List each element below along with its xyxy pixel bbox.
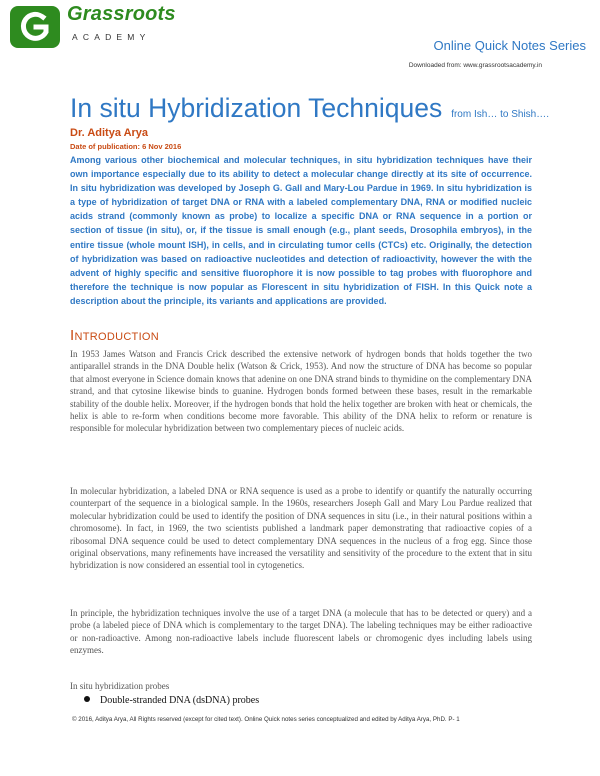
page-subtitle: from Ish… to Shish….: [451, 109, 550, 120]
list-item: [84, 695, 259, 706]
list-item-text: Double-stranded DNA (dsDNA) probes: [100, 695, 260, 706]
section-heading-introduction: Introduction: [70, 327, 160, 344]
abstract-paragraph: Among various other biochemical and molecular techniques, in situ hybridization techniques have their own importance especially due to its ability to detect a molecular change directly at its site of occurrence. In situ hybridization was developed by Joseph G. Gall and Mary-Lou Pardue in 1969. In situ hybridization is a type of hybridization of target DNA or RNA with a labeled complementary DNA, RNA or modified nucleic acids strand (commonly known as probe) to localize a specific DNA or RNA sequence in a portion or section of tissue (in situ), or, if the tissue is small enough (e.g., plant seeds, Drosophila embryos), in the entire tissue (whole mount ISH), in cells, and in circulating tumor cells (CTCs) etc. Originally, the detection of hybridization was based on radioactive nucleotides and detection of radioactivity, however the with the advent of highly specific and sensitive fluorophore it is now possible to tag probes with fluorophore and therefore the technique is now popular as Florescent in situ hybridization of FISH. In this Quick note a description about the principle, its variants and applications are provided.: [70, 155, 532, 306]
bullet-icon: [84, 696, 90, 702]
intro-paragraph-2: In molecular hybridization, a labeled DNA or RNA sequence is used as a probe to identify or quantify the naturally occurring counterpart of the sequence in a biological sample. In the 1960s, researchers Joseph Gall and Mary Lou Pardue realized that molecular hybridization could be used to identify the position of DNA sequences in situ (i.e., in their natural positions within a chromosome). In fact, in 1969, the two scientists published a landmark paper demonstrating that radioactive copies of a ribosomal DNA sequence could be used to detect complementary DNA sequences in the nucleus of a frog egg. Since those original observations, many refinements have increased the versatility and sensitivity of the procedure to the extent that in situ hybridization is now considered an essential tool in cytogenetics.: [70, 486, 532, 571]
brand-subtitle: ACADEMY: [72, 32, 151, 42]
probe-list: [84, 695, 259, 706]
brand-name: Grassroots: [67, 3, 176, 25]
grassroots-g-logo-icon: [10, 6, 60, 48]
probe-list-label: In situ hybridization probes: [70, 681, 170, 691]
page-footer: © 2016, Aditya Arya, All Rights reserved (except for cited text). Online Quick notes series conceptualized and edited by Aditya Arya, PhD. P- 1: [72, 716, 460, 723]
author-name: Dr. Aditya Arya: [70, 127, 149, 139]
intro-paragraph-3: In principle, the hybridization techniques involve the use of a target DNA (a molecule that has to be detected or query) and a probe (a labeled piece of DNA which is complementary to the target DNA). The labeling techniques may be either radioactive or non-radioactive. Among non-radioactive labels include fluorescent labels or chromogenic dyes including labels using enzymes.: [70, 608, 532, 656]
download-source: Downloaded from: www.grassrootsacademy.in: [408, 62, 542, 69]
intro-paragraph-1: In 1953 James Watson and Francis Crick described the extensive network of hydrogen bonds that holds together the two antiparallel strands in the DNA Double helix (Watson & Crick, 1953). And now the structure of DNA has become so popular that almost everyone in Science domain knows that adenine on one DNA strand binds to thymidine on the complementary DNA strand, and that cytosine likewise binds to guanine. Hydrogen bonds formed between these bases, result in the remarkable stability of the double helix. Moreover, if the hydrogen bonds that hold the helix together are broken with heat or chemicals, the helix is able to re-form when conditions become more favorable. This ability of the DNA helix to reform or renature is responsible for molecular hybridization between two complementary pieces of nucleic acids.: [70, 349, 532, 434]
publication-date: Date of publication: 6 Nov 2016: [70, 142, 182, 151]
title-row: [70, 93, 549, 124]
series-title: Online Quick Notes Series: [433, 38, 586, 53]
page-title: In situ Hybridization Techniques: [70, 93, 443, 123]
